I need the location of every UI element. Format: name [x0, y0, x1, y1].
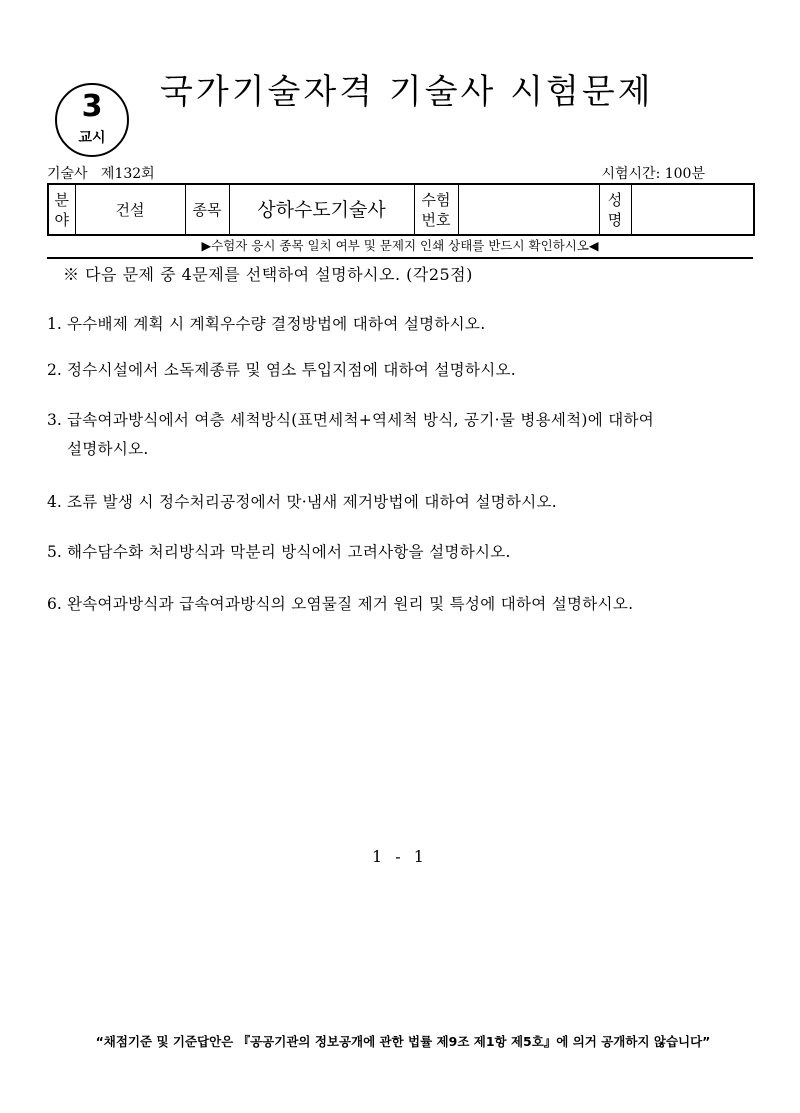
question-number: 5.	[47, 543, 62, 561]
question-text: 정수시설에서 소독제종류 및 염소 투입지점에 대하여 설명하시오.	[67, 361, 516, 379]
name-label: 성 명	[599, 184, 631, 235]
divider	[47, 257, 753, 259]
session-label: 교시	[78, 130, 106, 146]
page-title: 국가기술자격 기술사 시험문제	[160, 72, 654, 112]
question-item	[47, 488, 759, 517]
question-item	[47, 310, 759, 339]
name-field[interactable]	[631, 184, 754, 235]
exam-round: 기술사 제132회	[47, 166, 155, 182]
question-text: 해수담수화 처리방식과 막분리 방식에서 고려사항을 설명하시오.	[67, 543, 511, 561]
session-badge	[55, 83, 129, 157]
field-value: 건설	[75, 184, 185, 235]
exam-number-label: 수험 번호	[414, 184, 458, 235]
instruction: ※ 다음 문제 중 4문제를 선택하여 설명하시오. (각25점)	[63, 265, 473, 284]
question-text-continued: 설명하시오.	[67, 440, 149, 458]
question-number: 1.	[47, 315, 62, 333]
page-number: 1 - 1	[372, 847, 428, 866]
question-number: 6.	[47, 595, 62, 613]
exam-time: 시험시간: 100분	[601, 166, 705, 182]
question-number: 4.	[47, 493, 62, 511]
notice-banner: ▶수험자 응시 종목 일치 여부 및 문제지 인쇄 상태를 반드시 확인하시오◀	[201, 238, 599, 253]
question-text: 우수배제 계획 시 계획우수량 결정방법에 대하여 설명하시오.	[67, 315, 486, 333]
footer-disclaimer: “채점기준 및 기준답안은 『공공기관의 정보공개에 관한 법률 제9조 제1항 제5호』에 의거 공개하지 않습니다”	[95, 1034, 711, 1049]
question-number: 3.	[47, 411, 62, 429]
exam-number-field[interactable]	[458, 184, 599, 235]
category-value: 상하수도기술사	[229, 184, 414, 235]
question-item	[47, 356, 759, 385]
question-item	[47, 406, 759, 464]
category-label: 종목	[185, 184, 229, 235]
question-number: 2.	[47, 361, 62, 379]
question-item	[47, 590, 759, 619]
question-text: 조류 발생 시 정수처리공정에서 맛·냄새 제거방법에 대하여 설명하시오.	[67, 493, 557, 511]
question-item	[47, 538, 759, 567]
question-text: 완속여과방식과 급속여과방식의 오염물질 제거 원리 및 특성에 대하여 설명하시오.	[67, 595, 634, 613]
session-number: 3	[81, 89, 103, 124]
field-label: 분 야	[48, 184, 75, 235]
question-text: 급속여과방식에서 여층 세척방식(표면세척+역세척 방식, 공기·물 병용세척)에 대하여	[67, 411, 655, 429]
exam-info-table	[47, 183, 755, 236]
